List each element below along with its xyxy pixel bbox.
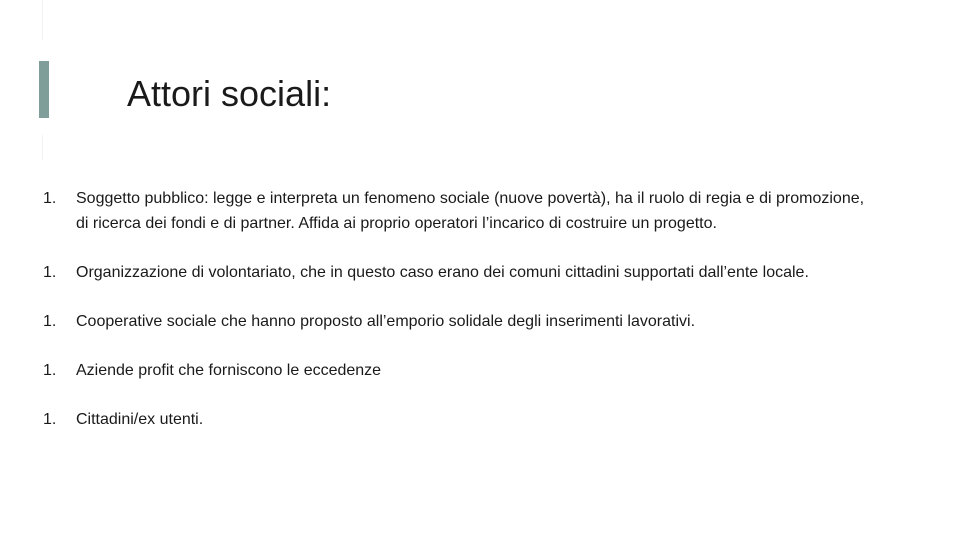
slide-title: Attori sociali: bbox=[127, 73, 332, 114]
list-item-text: Organizzazione di volontariato, che in questo caso erano dei comuni cittadini supportati dall’ente locale. bbox=[76, 264, 809, 281]
list-item-number: 1. bbox=[43, 362, 57, 379]
list-item bbox=[43, 186, 873, 236]
list-item bbox=[43, 260, 873, 285]
divider-line-top bbox=[42, 0, 43, 40]
list-item bbox=[43, 309, 873, 334]
list-item-number: 1. bbox=[43, 190, 57, 207]
list-item-number: 1. bbox=[43, 313, 57, 330]
list-item-text: Aziende profit che forniscono le eccedenze bbox=[76, 362, 382, 379]
list-item-text: Soggetto pubblico: legge e interpreta un fenomeno sociale (nuove povertà), ha il ruolo di regia e di promozione, di ricerca dei fondi e di partner. Affida ai proprio operatori l’incarico di costruire un progetto. bbox=[76, 190, 865, 232]
list-item bbox=[43, 358, 873, 383]
list-item-text: Cittadini/ex utenti. bbox=[76, 411, 204, 428]
divider-line-bottom bbox=[42, 135, 43, 160]
list-item-text: Cooperative sociale che hanno proposto all’emporio solidale degli inserimenti lavorativi. bbox=[76, 313, 696, 330]
title-accent-bar bbox=[39, 61, 49, 118]
list-item-number: 1. bbox=[43, 411, 57, 428]
actor-list bbox=[43, 186, 873, 456]
list-item-number: 1. bbox=[43, 264, 57, 281]
list-item bbox=[43, 407, 873, 432]
